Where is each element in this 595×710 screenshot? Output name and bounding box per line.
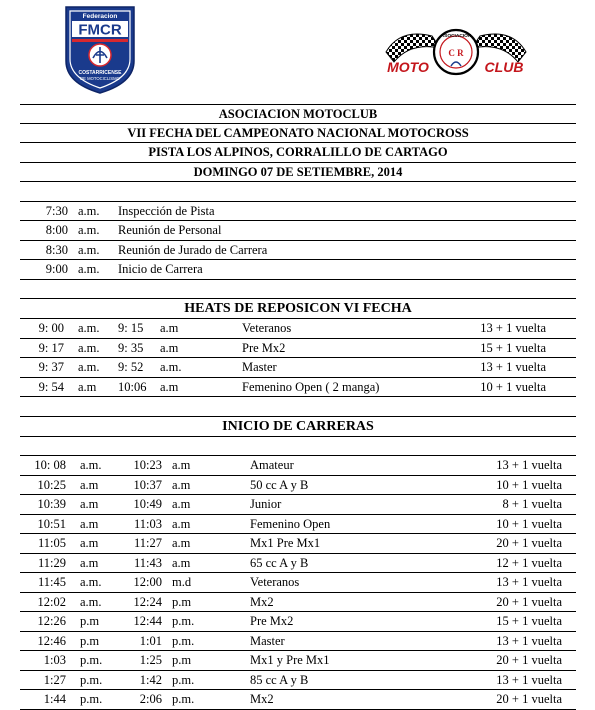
category: Veteranos xyxy=(250,575,300,589)
motoclub-center-text: ASOCIACION xyxy=(440,34,472,39)
header-date: DOMINGO 07 DE SETIEMBRE, 2014 xyxy=(20,163,576,183)
schedule-row xyxy=(20,358,576,378)
category: Veteranos xyxy=(242,321,292,335)
start-ampm: a.m xyxy=(80,516,99,531)
end-time: 9: 52 xyxy=(118,360,144,374)
schedule-row xyxy=(20,534,576,554)
laps: 15 + 1 vuelta xyxy=(480,340,546,355)
laps: 13 + 1 vuelta xyxy=(496,458,562,472)
laps: 13 + 1 vuelta xyxy=(496,633,562,648)
start-time: 10:39 xyxy=(37,497,66,511)
schedule-row xyxy=(20,632,576,652)
end-ampm: p.m xyxy=(172,653,192,667)
heats-list xyxy=(20,319,576,397)
end-time: 10:49 xyxy=(133,497,162,511)
category: 65 cc A y B xyxy=(250,555,309,570)
motoclub-left-text: MOTO xyxy=(387,59,429,75)
agenda-row xyxy=(20,260,576,280)
start-time: 9: 54 xyxy=(38,379,64,394)
laps: 13 + 1 vuelta xyxy=(496,672,562,687)
start-ampm: a.m. xyxy=(78,321,100,335)
start-time: 11:45 xyxy=(37,575,66,589)
start-ampm: a.m. xyxy=(80,458,102,472)
agenda-ampm: a.m. xyxy=(78,223,100,237)
agenda-text: Inspección de Pista xyxy=(118,203,215,218)
start-ampm: a.m. xyxy=(80,594,102,609)
laps: 10 + 1 vuelta xyxy=(496,477,562,492)
start-time: 1:44 xyxy=(43,692,66,706)
laps: 10 + 1 vuelta xyxy=(480,379,546,394)
schedule-row xyxy=(20,671,576,691)
motoclub-logo xyxy=(380,22,532,80)
laps: 13 + 1 vuelta xyxy=(480,360,546,374)
end-time: 1:01 xyxy=(139,633,162,648)
category: 85 cc A y B xyxy=(250,672,309,687)
category: Mx1 Pre Mx1 xyxy=(250,536,321,550)
category: Pre Mx2 xyxy=(242,340,286,355)
laps: 20 + 1 vuelta xyxy=(496,692,562,706)
end-ampm: p.m xyxy=(172,594,192,609)
agenda-ampm: a.m. xyxy=(78,203,100,218)
end-ampm: a.m xyxy=(172,458,191,472)
start-time: 9: 17 xyxy=(38,340,64,355)
category: Mx2 xyxy=(250,594,274,609)
agenda-ampm: a.m. xyxy=(78,262,100,276)
start-time: 11:05 xyxy=(37,536,66,550)
laps: 12 + 1 vuelta xyxy=(496,555,562,570)
end-ampm: a.m xyxy=(160,379,179,394)
end-ampm: p.m. xyxy=(172,672,195,687)
start-ampm: a.m. xyxy=(78,340,100,355)
agenda-row xyxy=(20,221,576,241)
header-venue: PISTA LOS ALPINOS, CORRALILLO DE CARTAGO xyxy=(20,143,576,163)
laps: 8 + 1 vuelta xyxy=(502,497,562,511)
motoclub-right-text: CLUB xyxy=(484,59,524,75)
category: Pre Mx2 xyxy=(250,614,294,628)
schedule-row xyxy=(20,456,576,476)
start-ampm: p.m xyxy=(80,614,100,628)
header-event: VII FECHA DEL CAMPEONATO NACIONAL MOTOCROSS xyxy=(20,124,576,144)
end-time: 12:24 xyxy=(133,594,162,609)
end-time: 1:25 xyxy=(139,653,162,667)
end-time: 9: 15 xyxy=(118,321,144,335)
agenda-time: 8:30 xyxy=(45,242,68,257)
end-ampm: a.m. xyxy=(160,360,182,374)
fmcr-name-text: FMCR xyxy=(78,21,122,39)
spacer-row xyxy=(20,397,576,417)
start-time: 1:03 xyxy=(43,653,66,667)
category: Junior xyxy=(250,497,282,511)
category: Femenino Open xyxy=(250,516,331,531)
end-ampm: a.m xyxy=(172,477,191,492)
start-time: 10: 08 xyxy=(34,458,66,472)
fmcr-top-text: Federacion xyxy=(82,13,118,20)
spacer-row xyxy=(20,280,576,300)
agenda-row xyxy=(20,202,576,222)
schedule-row xyxy=(20,515,576,535)
end-ampm: a.m xyxy=(172,555,191,570)
start-time: 12:46 xyxy=(37,633,66,648)
motoclub-letters-text: C R xyxy=(448,48,464,58)
start-time: 12:26 xyxy=(37,614,66,628)
category: 50 cc A y B xyxy=(250,477,309,492)
end-ampm: a.m xyxy=(172,497,191,511)
start-time: 10:25 xyxy=(37,477,66,492)
agenda-time: 7:30 xyxy=(45,203,68,218)
schedule-row xyxy=(20,476,576,496)
schedule-row xyxy=(20,651,576,671)
schedule-row xyxy=(20,554,576,574)
category: Master xyxy=(250,633,285,648)
end-ampm: a.m xyxy=(172,536,191,550)
start-ampm: a.m xyxy=(78,379,97,394)
laps: 20 + 1 vuelta xyxy=(496,536,562,550)
start-time: 12:02 xyxy=(37,594,66,609)
schedule-sheet xyxy=(20,104,576,710)
end-time: 10:37 xyxy=(133,477,162,492)
start-ampm: p.m. xyxy=(80,672,103,687)
heats-section-title: HEATS DE REPOSICON VI FECHA xyxy=(20,299,576,319)
start-time: 11:29 xyxy=(37,555,66,570)
races-list xyxy=(20,456,576,710)
schedule-row xyxy=(20,612,576,632)
end-ampm: a.m xyxy=(160,321,179,335)
start-ampm: a.m xyxy=(80,497,99,511)
end-ampm: a.m xyxy=(160,340,179,355)
schedule-row xyxy=(20,378,576,398)
agenda-ampm: a.m. xyxy=(78,242,100,257)
start-time: 10:51 xyxy=(37,516,66,531)
schedule-row xyxy=(20,495,576,515)
schedule-row xyxy=(20,319,576,339)
races-section-title: INICIO DE CARRERAS xyxy=(20,417,576,437)
agenda-text: Reunión de Personal xyxy=(118,223,222,237)
laps: 15 + 1 vuelta xyxy=(496,614,562,628)
laps: 20 + 1 vuelta xyxy=(496,653,562,667)
end-time: 11:27 xyxy=(133,536,162,550)
schedule-row xyxy=(20,690,576,710)
start-ampm: a.m xyxy=(80,477,99,492)
agenda-text: Inicio de Carrera xyxy=(118,262,203,276)
end-time: 12:44 xyxy=(133,614,162,628)
schedule-row xyxy=(20,339,576,359)
start-ampm: p.m. xyxy=(80,653,103,667)
laps: 13 + 1 vuelta xyxy=(480,321,546,335)
category: Mx1 y Pre Mx1 xyxy=(250,653,330,667)
agenda-row xyxy=(20,241,576,261)
start-time: 1:27 xyxy=(43,672,66,687)
category: Femenino Open ( 2 manga) xyxy=(242,379,380,394)
start-ampm: p.m xyxy=(80,633,100,648)
fmcr-line1-text: COSTARRICENSE xyxy=(78,70,122,76)
schedule-row xyxy=(20,593,576,613)
end-ampm: p.m. xyxy=(172,692,195,706)
end-time: 10:23 xyxy=(133,458,162,472)
start-ampm: a.m. xyxy=(78,360,100,374)
end-time: 11:03 xyxy=(133,516,162,531)
start-time: 9: 37 xyxy=(38,360,64,374)
start-ampm: a.m. xyxy=(80,575,102,589)
start-ampm: a.m xyxy=(80,555,99,570)
end-ampm: a.m xyxy=(172,516,191,531)
end-ampm: p.m. xyxy=(172,614,195,628)
spacer-row xyxy=(20,182,576,202)
header-title: ASOCIACION MOTOCLUB xyxy=(20,104,576,124)
category: Master xyxy=(242,360,277,374)
start-ampm: p.m. xyxy=(80,692,103,706)
end-time: 1:42 xyxy=(139,672,162,687)
end-ampm: m.d xyxy=(172,575,192,589)
agenda-time: 9:00 xyxy=(45,262,68,276)
spacer-row xyxy=(20,437,576,457)
start-ampm: a.m xyxy=(80,536,99,550)
end-time: 10:06 xyxy=(118,379,147,394)
end-time: 12:00 xyxy=(133,575,162,589)
end-time: 11:43 xyxy=(133,555,162,570)
category: Amateur xyxy=(250,458,294,472)
end-ampm: p.m. xyxy=(172,633,195,648)
laps: 20 + 1 vuelta xyxy=(496,594,562,609)
agenda-text: Reunión de Jurado de Carrera xyxy=(118,242,268,257)
laps: 10 + 1 vuelta xyxy=(496,516,562,531)
start-time: 9: 00 xyxy=(38,321,64,335)
fmcr-line2-text: DE MOTOCICLISMO xyxy=(80,76,120,81)
agenda-time: 8:00 xyxy=(45,223,68,237)
end-time: 9: 35 xyxy=(118,340,144,355)
fmcr-logo xyxy=(62,3,138,95)
laps: 13 + 1 vuelta xyxy=(496,575,562,589)
category: Mx2 xyxy=(250,692,274,706)
end-time: 2:06 xyxy=(139,692,162,706)
schedule-row xyxy=(20,573,576,593)
